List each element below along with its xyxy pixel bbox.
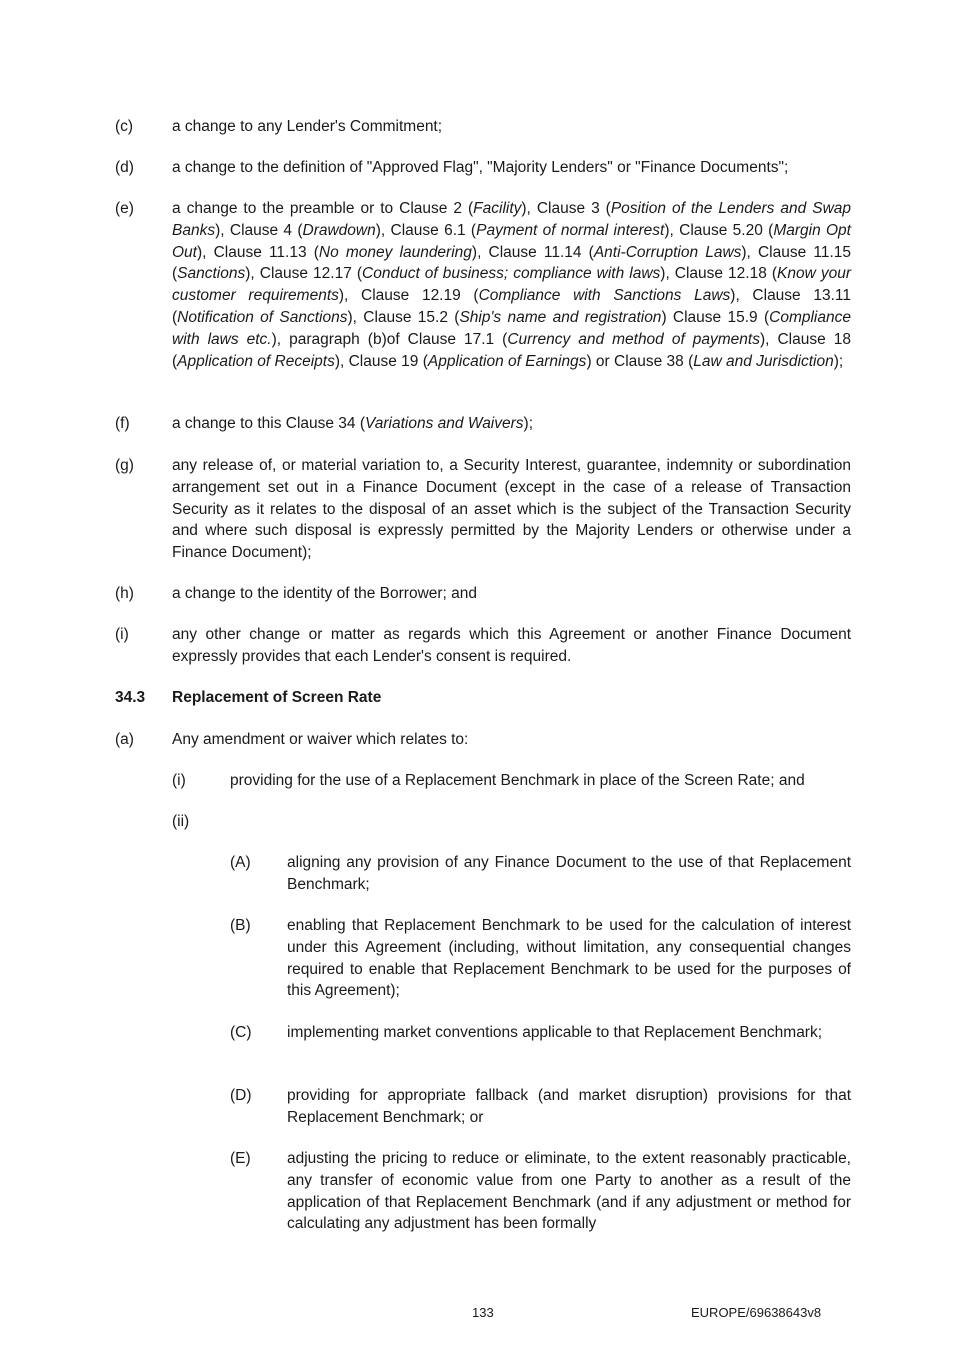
item-label: (i) (115, 626, 129, 643)
item-label: (f) (115, 415, 130, 432)
item-label: (a) (115, 731, 134, 748)
item-text: providing for the use of a Replacement Benchmark in place of the Screen Rate; and (230, 772, 805, 789)
section-number: 34.3 (115, 689, 146, 706)
item-label: (A) (230, 854, 251, 871)
item-label: (g) (115, 457, 134, 474)
item-text: a change to this Clause 34 (Variations and Waivers); (172, 415, 534, 432)
item-label: (D) (230, 1087, 252, 1104)
item-label: (C) (230, 1024, 252, 1041)
page-number: 133 (472, 1305, 494, 1320)
item-text: implementing market conventions applicable to that Replacement Benchmark; (287, 1024, 823, 1041)
item-label: (d) (115, 159, 134, 176)
item-label: (i) (172, 772, 186, 789)
item-label: (c) (115, 118, 134, 135)
document-reference: EUROPE/69638643v8 (691, 1305, 822, 1320)
item-text: adjusting the pricing to reduce or eliminate, to the extent reasonably practicable, any transfer of economic value from one Party to another as a result of the application of that Replacement Benchmark (and if any adjustment or method for calculating any adjustment has been formally (287, 1150, 851, 1233)
item-text: aligning any provision of any Finance Document to the use of that Replacement Benchmark; (287, 854, 851, 893)
item-label: (E) (230, 1150, 251, 1167)
item-text: a change to the identity of the Borrower; and (172, 585, 478, 602)
item-text: a change to any Lender's Commitment; (172, 118, 443, 135)
item-text: any other change or matter as regards which this Agreement or another Finance Document expressly provides that each Lender's consent is required. (172, 626, 851, 665)
section-title: Replacement of Screen Rate (172, 689, 382, 706)
item-text: enabling that Replacement Benchmark to be used for the calculation of interest under this Agreement (including, without limitation, any consequential changes required to enable that Replacement Benchmark to be used for the purposes of this Agreement); (287, 917, 851, 1000)
item-text: Any amendment or waiver which relates to: (172, 731, 469, 748)
item-label: (e) (115, 200, 134, 217)
item-text: a change to the preamble or to Clause 2 (Facility), Clause 3 (Position of the Lenders and Swap Banks), Clause 4 (Drawdown), Clause 6.1 (Payment of normal interest), Clause 5.20 (Margin Opt Out), Clause 11.13 (No money laundering), Clause 11.14 (Anti-Corruption Laws), Clause 11.15 (Sanctions), Clause 12.17 (Conduct of business; compliance with laws), Clause 12.18 (Know your customer requirements), Clause 12.19 (Compliance with Sanctions Laws), Clause 13.11 (Notification of Sanctions), Clause 15.2 (Ship's name and registration) Clause 15.9 (Compliance with laws etc.), paragraph (b)of Clause 17.1 (Currency and method of payments), Clause 18 (Application of Receipts), Clause 19 (Application of Earnings) or Clause 38 (Law and Jurisdiction); (172, 200, 852, 370)
item-text: a change to the definition of "Approved Flag", "Majority Lenders" or "Finance Documents"; (172, 159, 789, 176)
item-label: (ii) (172, 813, 190, 830)
item-label: (h) (115, 585, 134, 602)
item-text: any release of, or material variation to, a Security Interest, guarantee, indemnity or subordination arrangement set out in a Finance Document (except in the case of a release of Transaction Security as it relates to the disposal of an asset which is the subject of the Transaction Security and where such disposal is expressly permitted by the Majority Lenders or otherwise under a Finance Document); (172, 457, 851, 562)
item-label: (B) (230, 917, 251, 934)
item-text: providing for appropriate fallback (and market disruption) provisions for that Replacement Benchmark; or (287, 1087, 851, 1126)
